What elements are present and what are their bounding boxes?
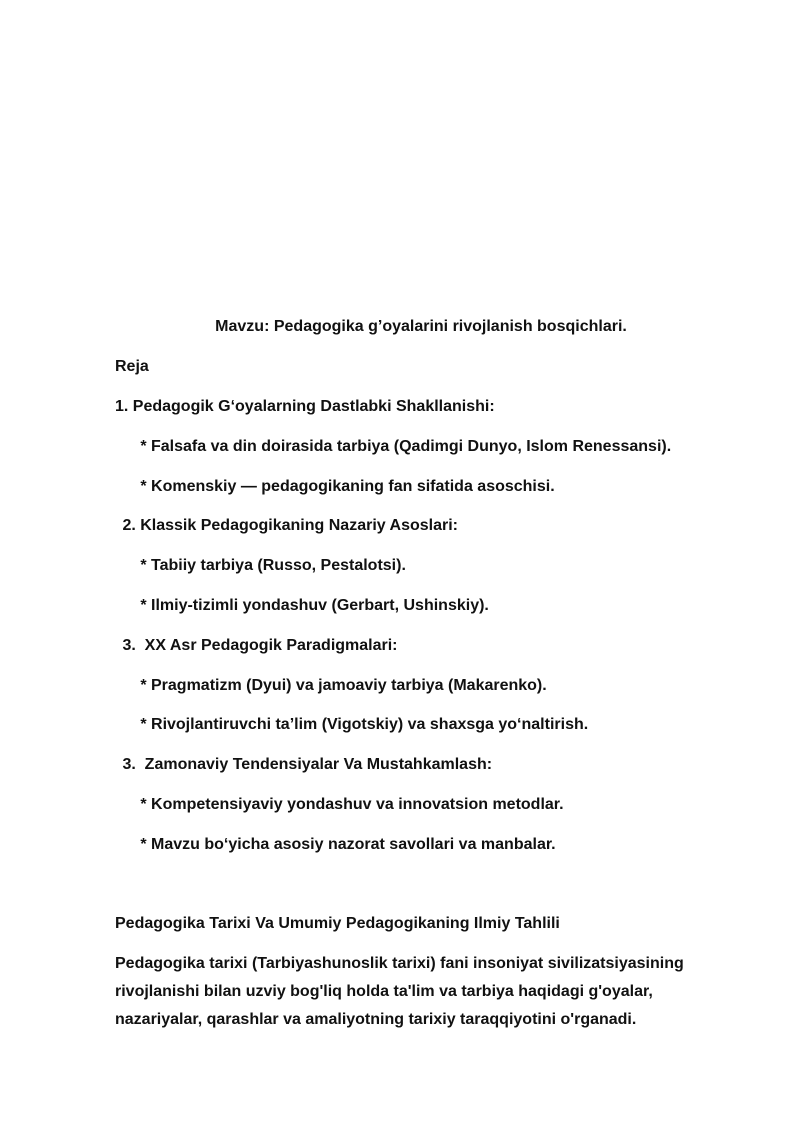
plan-subitem-2-2: * Ilmiy-tizimli yondashuv (Gerbart, Ushinskiy). (127, 597, 489, 614)
section-heading: Pedagogika Tarixi Va Umumiy Pedagogikaning Ilmiy Tahlili (115, 915, 560, 932)
plan-subitem-2-1: * Tabiiy tarbiya (Russo, Pestalotsi). (127, 557, 406, 574)
plan-subitem-1-1: * Falsafa va din doirasida tarbiya (Qadimgi Dunyo, Islom Renessansi). (127, 438, 672, 455)
plan-item-4: 3. Zamonaviy Tendensiyalar Va Mustahkamlash: (118, 756, 493, 773)
plan-heading: Reja (115, 358, 149, 375)
plan-subitem-4-1: * Kompetensiyaviy yondashuv va innovatsion metodlar. (127, 796, 564, 813)
body-paragraph: Pedagogika tarixi (Tarbiyashunoslik tarixi) fani insoniyat sivilizatsiyasining rivojlanishi bilan uzviy bog'liq holda ta'lim va tarbiya haqidagi g'oyalar, nazariyalar, qarashlar va amaliyotning tarixiy taraqqiyotini o'rganadi. (115, 955, 684, 1028)
plan-subitem-4-2: * Mavzu bo‘yicha asosiy nazorat savollari va manbalar. (127, 836, 556, 853)
plan-item-1: 1. Pedagogik G‘oyalarning Dastlabki Shakllanishi: (115, 398, 495, 415)
plan-subitem-3-1: * Pragmatizm (Dyui) va jamoaviy tarbiya (Makarenko). (127, 677, 547, 694)
plan-item-2: 2. Klassik Pedagogikaning Nazariy Asoslari: (118, 517, 458, 534)
plan-subitem-3-2: * Rivojlantiruvchi ta’lim (Vigotskiy) va shaxsga yo‘naltirish. (127, 716, 589, 733)
plan-subitem-1-2: * Komenskiy — pedagogikaning fan sifatida asoschisi. (127, 478, 555, 495)
document-title: Mavzu: Pedagogika g’oyalarini rivojlanish bosqichlari. (215, 318, 627, 335)
plan-item-3: 3. XX Asr Pedagogik Paradigmalari: (118, 637, 398, 654)
